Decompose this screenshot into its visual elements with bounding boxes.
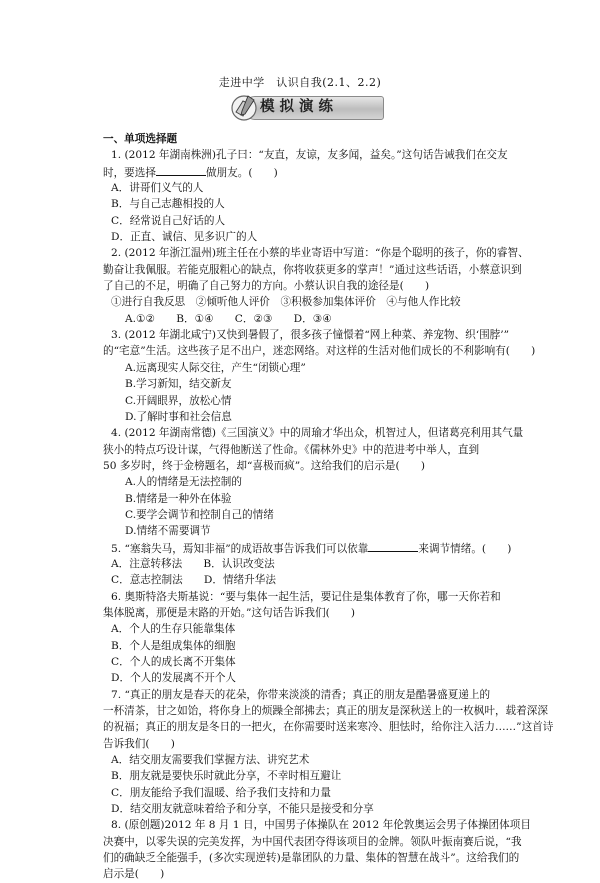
line-text: A．讲哥们义气的人 <box>111 182 204 195</box>
text-line <box>103 850 520 866</box>
text-line <box>103 785 511 801</box>
text-line <box>103 768 511 784</box>
line-text: 4. (2012 年湖南常德)《三国演义》中的周瑜才华出众，机智过人，但诸葛亮利用其气量 <box>111 427 524 440</box>
text-line <box>103 409 511 425</box>
text-line <box>103 752 511 768</box>
line-text: C.开阔眼界，放松心情 <box>125 394 232 407</box>
line-text: B.学习新知，结交新友 <box>125 378 232 391</box>
line-text: 8. (原创题)2012 年 8 月 1 日，中国男子体操队在 2012 年伦敦奥运会男子体操团体项目 <box>111 819 531 832</box>
text-line <box>103 213 511 229</box>
banner-label: 模拟演练 <box>260 99 338 115</box>
line-text: B．个人是组成集体的细胞 <box>111 639 236 652</box>
text-line <box>103 164 511 180</box>
line-text: 的“宅意”生活。这些孩子足不出户，迷恋网络。对这样的生活对他们成长的不利影响有( ) <box>103 345 536 358</box>
answer-blank <box>368 540 418 552</box>
text-line <box>103 458 511 474</box>
text-line <box>103 605 511 621</box>
text-line <box>103 638 511 654</box>
text-line <box>103 294 511 310</box>
text-line <box>103 572 511 588</box>
line-text: D.情绪不需要调节 <box>125 525 211 538</box>
line-text: 2. (2012 年浙江温州)班主任在小蔡的毕业寄语中写道：“你是个聪明的孩子，你的睿智、 <box>111 247 529 260</box>
text-line <box>103 817 531 833</box>
line-text: A.远离现实人际交往，产生“闭锁心理” <box>125 361 306 374</box>
line-text: A．注意转移法 B．认识改变法 <box>111 557 275 570</box>
line-text: 3. (2012 年湖北咸宁)又快到暑假了，很多孩子憧憬着“网上种菜、养宠物、织‘围脖’” <box>111 329 510 342</box>
text-line <box>103 556 511 572</box>
line-text: D．个人的发展离不开个人 <box>111 672 237 685</box>
text-line <box>103 196 511 212</box>
text-line <box>103 540 511 556</box>
line-text: ①进行自我反思 ②倾听他人评价 ③积极参加集体评价 ④与他人作比较 <box>111 296 461 309</box>
section-banner <box>226 92 384 122</box>
text-line <box>103 491 511 507</box>
line-text: D．结交朋友就意味着给予和分享，不能只是接受和分享 <box>111 803 374 816</box>
line-text: 6. 奥斯特洛夫斯基说：“要与集体一起生活，要记住是集体教育了你，哪一天你若和 <box>111 590 501 603</box>
text-line <box>103 736 511 752</box>
line-text: 一杯清茶，甘之如饴，将你身上的烦躁全部拂去；真正的朋友是深秋送上的一枚枫叶，载着深深 <box>103 705 548 718</box>
line-text: C．个人的成长离不开集体 <box>111 656 236 668</box>
line-text: C．意志控制法 D．情绪升华法 <box>111 574 276 587</box>
line-text: A．个人的生存只能靠集体 <box>111 623 236 636</box>
answer-blank <box>156 164 206 176</box>
line-text: 集体脱离，那便是末路的开始。”这句话告诉我们( ) <box>103 606 356 619</box>
line-text: 5. “塞翁失马，焉知非福”的成语故事告诉我们可以依靠 <box>111 542 369 555</box>
line-text: D．正直、诚信、见多识广的人 <box>111 231 258 244</box>
text-line <box>103 670 511 686</box>
text-line <box>103 393 511 409</box>
text-line <box>103 654 511 670</box>
text-line <box>103 360 511 376</box>
text-line <box>103 229 511 245</box>
text-line <box>103 442 511 458</box>
text-line <box>103 311 511 327</box>
text-line <box>103 343 536 359</box>
line-text: B．朋友就是要快乐时就此分享，不幸时相互避让 <box>111 770 342 783</box>
line-text: 50 多岁时，终于金榜题名，却“喜极而疯”。这给我们的启示是( ) <box>103 459 425 472</box>
line-text: A.人的情绪是无法控制的 <box>125 476 242 489</box>
text-line <box>103 474 511 490</box>
text-line <box>103 262 522 278</box>
line-text: C.要学会调节和控制自己的情绪 <box>125 508 274 521</box>
text-line <box>103 147 511 163</box>
text-line <box>103 589 511 605</box>
line-text: 7. “真正的朋友是春天的花朵，你带来淡淡的清香；真正的朋友是酷暑盛夏递上的 <box>111 688 491 701</box>
document-title: 走进中学 认识自我(2.1、2.2) <box>218 76 382 89</box>
text-line <box>103 425 524 441</box>
book-pen-icon <box>230 92 258 122</box>
line-text: 勤奋让我佩服。若能克服粗心的缺点，你将收获更多的掌声！”通过这些话语，小蔡意识到 <box>103 263 522 276</box>
line-text: 启示是( ) <box>103 868 165 881</box>
line-text: B．与自己志趣相投的人 <box>111 198 225 211</box>
question-list <box>103 131 554 883</box>
line-text-tail: 做朋友。( ) <box>205 166 278 179</box>
question-lines <box>103 147 554 882</box>
text-line <box>103 834 522 850</box>
line-text: A．结交朋友需要我们掌握方法、讲究艺术 <box>111 754 310 767</box>
text-line <box>103 327 511 343</box>
text-line <box>103 245 529 261</box>
section-heading: 一、单项选择题 <box>103 133 178 145</box>
line-text: 了自己的不足，明确了自己努力的方向。小蔡认识自我的途径是( ) <box>103 280 430 293</box>
line-text: 告诉我们( ) <box>103 737 175 750</box>
text-line <box>103 687 511 703</box>
line-text: 决赛中，以零失误的完美发挥，为中国代表团夺得该项目的金牌。领队叶振南赛后说，“我 <box>103 835 522 848</box>
text-line <box>103 801 511 817</box>
text-line <box>103 507 511 523</box>
line-text: 1. (2012 年湖南株洲)孔子曰：“友直，友谅，友多闻，益矣。”这句话告诫我们在交友 <box>111 149 508 162</box>
text-line <box>103 523 511 539</box>
text-line <box>103 180 511 196</box>
line-text: 们的确缺乏全能强手，(多次实现逆转)是靠团队的力量、集体的智慧在战斗”。这给我们的 <box>103 852 520 865</box>
text-line <box>103 376 511 392</box>
line-text: C．经常说自己好话的人 <box>111 214 226 227</box>
text-line <box>103 866 511 882</box>
line-text: 时，要选择 <box>103 166 156 179</box>
line-text: C．朋友能给予我们温暖、给予我们支持和力量 <box>111 786 331 799</box>
text-line <box>103 703 548 719</box>
line-text: A.①② B．①④ C．②③ D．③④ <box>125 312 332 325</box>
line-text: B.情绪是一种外在体验 <box>125 492 232 505</box>
text-line <box>103 621 511 637</box>
line-text: 的祝福；真正的朋友是冬日的一把火，在你需要时送来寒冷、胆怯时，给你注入活力……”这首诗 <box>103 721 554 734</box>
line-text: D.了解时事和社会信息 <box>125 410 232 423</box>
line-text-tail: 来调节情绪。( ) <box>418 542 512 555</box>
text-line <box>103 278 511 294</box>
line-text: 狭小的特点巧设计谋，气得他断送了性命。《儒林外史》中的范进考中举人，直到 <box>103 443 480 456</box>
text-line <box>103 719 554 735</box>
